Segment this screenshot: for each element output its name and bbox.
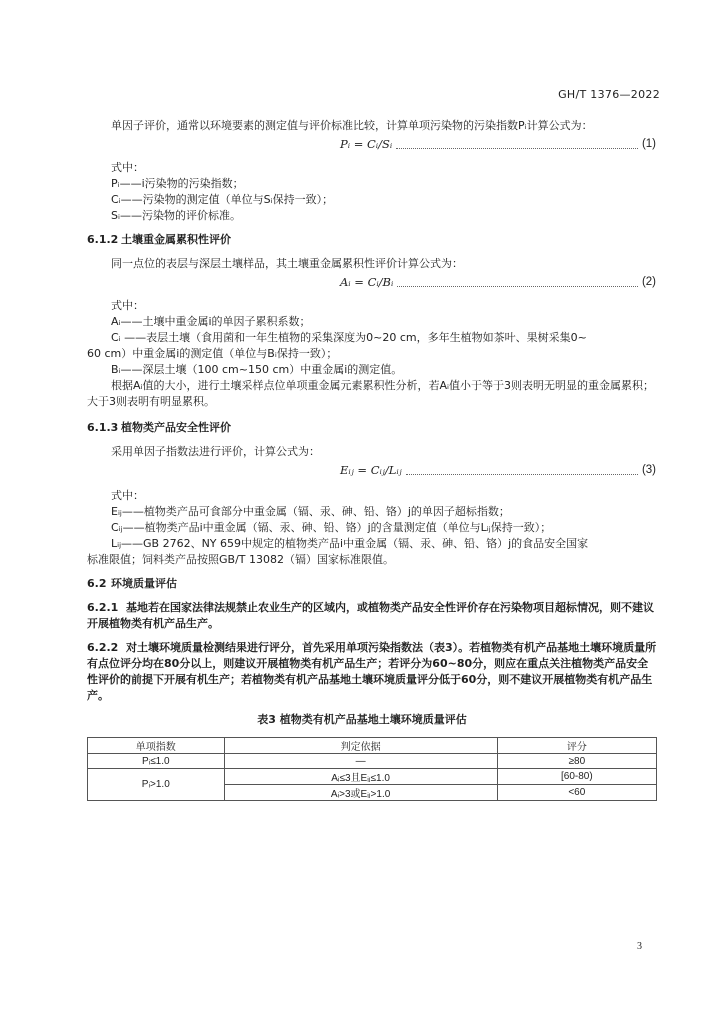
table-header-basis: 判定依据 bbox=[224, 738, 497, 754]
table-cell-index: Pᵢ>1.0 bbox=[88, 769, 225, 801]
table-header-row bbox=[88, 738, 657, 754]
s611-intro: 单因子评价，通常以环境要素的测定值与评价标准比较，计算单项污染物的污染指数Pᵢ计算公式为： bbox=[111, 119, 593, 132]
s613-def-1: Eᵢⱼ——植物类产品可食部分中重金属（镉、汞、砷、铅、铬）j的单因子超标指数； bbox=[111, 505, 510, 518]
s612-number: 6.1.2 bbox=[87, 233, 119, 246]
formula-3 bbox=[340, 462, 656, 478]
s611-def-1: Pᵢ——i污染物的污染指数； bbox=[111, 177, 244, 190]
s613-number: 6.1.3 bbox=[87, 421, 119, 434]
table-row bbox=[88, 769, 657, 785]
formula-3-number: (3) bbox=[641, 464, 656, 476]
table-header-index: 单项指数 bbox=[88, 738, 225, 754]
formula-2 bbox=[340, 274, 656, 290]
s612-note: 根据Aᵢ值的大小，进行土壤采样点位单项重金属元素累积性分析，若Aᵢ值小于等于3则表明无明显的重金属累积；大于3则表明有明显累积。 bbox=[87, 379, 654, 408]
table-header-score: 评分 bbox=[497, 738, 656, 754]
s611-def-3: Sᵢ——污染物的评价标准。 bbox=[111, 209, 241, 222]
s613-where: 式中： bbox=[111, 489, 144, 502]
formula-3-expr: Eᵢⱼ = Cᵢⱼ/Lᵢⱼ bbox=[340, 463, 402, 477]
s622-number: 6.2.2 bbox=[87, 641, 119, 654]
formula-2-leader bbox=[397, 278, 638, 287]
table-cell-basis: Aᵢ>3或Eᵢⱼ>1.0 bbox=[224, 785, 497, 801]
formula-1 bbox=[340, 136, 656, 152]
table-cell-index: Pᵢ≤1.0 bbox=[88, 754, 225, 769]
s613-heading bbox=[87, 420, 231, 436]
s613-def-3a: Lᵢⱼ——GB 2762、NY 659中规定的植物类产品i中重金属（镉、汞、砷、铅、铬）j的食品安全国家 bbox=[111, 537, 589, 550]
standard-code: GH/T 1376—2022 bbox=[558, 88, 660, 101]
formula-3-leader bbox=[406, 466, 638, 475]
table-row bbox=[88, 754, 657, 769]
table-cell-basis: — bbox=[224, 754, 497, 769]
formula-1-expr: Pᵢ = Cᵢ/Sᵢ bbox=[340, 137, 393, 151]
s612-def-2a: Cᵢ ——表层土壤（食用菌和一年生植物的采集深度为0~20 cm，多年生植物如茶叶、果树采集0~ bbox=[111, 331, 587, 344]
s612-def-1: Aᵢ——土壤中重金属i的单因子累积系数； bbox=[111, 315, 311, 328]
table-cell-score: [60-80) bbox=[497, 769, 656, 785]
s613-def-2: Cᵢⱼ——植物类产品i中重金属（镉、汞、砷、铅、铬）j的含量测定值（单位与Lᵢⱼ保持一致）； bbox=[111, 521, 552, 534]
table-cell-basis: Aᵢ≤3且Eᵢⱼ≤1.0 bbox=[224, 769, 497, 785]
formula-1-number: (1) bbox=[641, 138, 656, 150]
s621-paragraph bbox=[87, 600, 657, 632]
formula-2-number: (2) bbox=[641, 276, 656, 288]
s62-heading bbox=[87, 576, 177, 592]
s613-intro: 采用单因子指数法进行评价，计算公式为： bbox=[111, 445, 320, 458]
formula-2-expr: Aᵢ = Cᵢ/Bᵢ bbox=[340, 275, 394, 289]
page-number: 3 bbox=[637, 941, 642, 952]
s621-text: 基地若在国家法律法规禁止农业生产的区域内，或植物类产品安全性评价存在污染物项目超标情况，则不建议开展植物类有机产品生产。 bbox=[87, 601, 654, 630]
s622-text: 对土壤环境质量检测结果进行评分，首先采用单项污染指数法（表3）。若植物类有机产品基地土壤环境质量所有点位评分均在80分以上，则建议开展植物类有机产品生产；若评分为60~80分，则应在重点关注植物类产品安全性评价的前提下开展有机生产；若植物类有机产品基地土壤环境质量评分低于60分，则不建议开展植物类有机产品生产。 bbox=[87, 641, 657, 702]
s612-heading bbox=[87, 232, 231, 248]
s612-def-3: Bᵢ——深层土壤（100 cm~150 cm）中重金属i的测定值。 bbox=[111, 363, 403, 376]
s613-def-3b: 标准限值；饲料类产品按照GB/T 13082（镉）国家标准限值。 bbox=[87, 553, 394, 566]
s622-paragraph bbox=[87, 640, 657, 704]
table-cell-score: ≥80 bbox=[497, 754, 656, 769]
s62-title: 环境质量评估 bbox=[111, 577, 177, 590]
s62-number: 6.2 bbox=[87, 577, 107, 590]
table-3 bbox=[87, 737, 657, 801]
table-3-title: 表3 植物类有机产品基地土壤环境质量评估 bbox=[257, 713, 467, 726]
s612-def-2b: 60 cm）中重金属i的测定值（单位与Bᵢ保持一致）； bbox=[87, 347, 338, 360]
s612-title: 土壤重金属累积性评价 bbox=[121, 233, 231, 246]
table-cell-score: <60 bbox=[497, 785, 656, 801]
s611-def-2: Cᵢ——污染物的测定值（单位与Sᵢ保持一致）； bbox=[111, 193, 334, 206]
s621-number: 6.2.1 bbox=[87, 601, 119, 614]
s612-intro: 同一点位的表层与深层土壤样品，其土壤重金属累积性评价计算公式为： bbox=[111, 257, 463, 270]
s612-where: 式中： bbox=[111, 299, 144, 312]
s613-title: 植物类产品安全性评价 bbox=[121, 421, 231, 434]
s611-where: 式中： bbox=[111, 161, 144, 174]
formula-1-leader bbox=[396, 140, 638, 149]
